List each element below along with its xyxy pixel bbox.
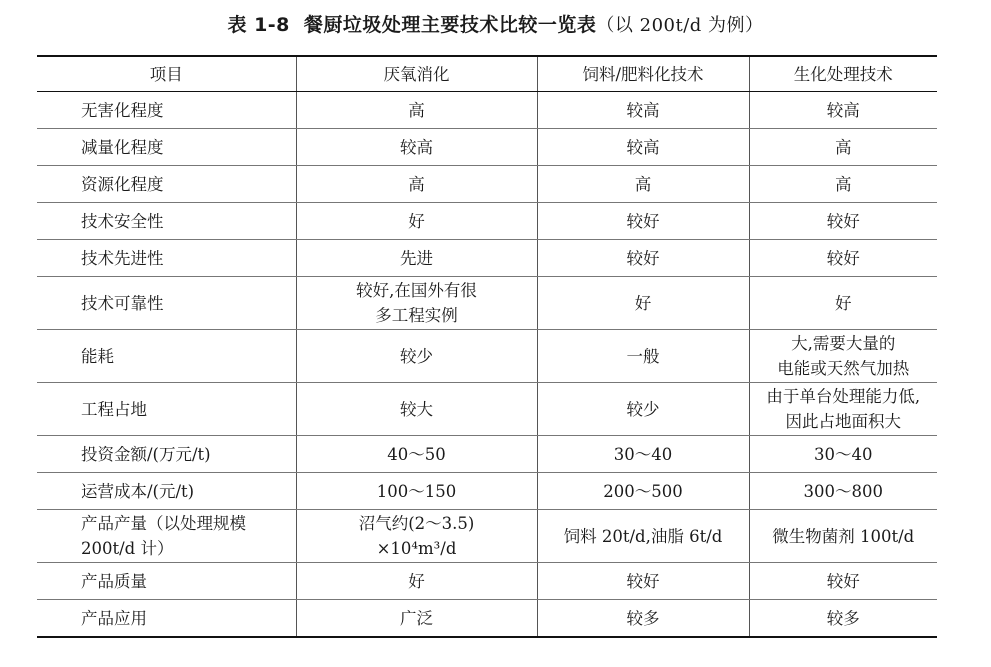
table-row [37, 277, 937, 330]
cell-text-line: 产品应用 [81, 608, 147, 628]
cell-biochemical [749, 240, 937, 277]
cell-feed-fertilizer [537, 203, 749, 240]
cell-anaerobic-digestion [296, 330, 537, 383]
cell-text-line: 较多 [826, 608, 860, 628]
cell-text-line: 投资金额/(万元/t) [81, 444, 211, 464]
cell-text-line: 高 [408, 100, 425, 120]
cell-biochemical [749, 383, 937, 436]
table-row [37, 92, 937, 129]
cell-anaerobic-digestion [296, 240, 537, 277]
cell-item [37, 240, 296, 277]
cell-item [37, 473, 296, 510]
cell-text-line: 高 [408, 174, 425, 194]
cell-feed-fertilizer [537, 473, 749, 510]
cell-text-line: 技术可靠性 [81, 293, 164, 313]
table-row [37, 436, 937, 473]
cell-text-line: 一般 [626, 346, 660, 366]
cell-anaerobic-digestion [296, 600, 537, 638]
cell-anaerobic-digestion [296, 92, 537, 129]
cell-text-line: 技术先进性 [81, 248, 164, 268]
cell-text-line: 好 [634, 293, 652, 313]
cell-text-line: 运营成本/(元/t) [81, 481, 195, 501]
table-row [37, 473, 937, 510]
cell-biochemical [749, 330, 937, 383]
header-anaerobic-digestion: 厌氧消化 [296, 56, 537, 92]
table-row [37, 563, 937, 600]
cell-item [37, 563, 296, 600]
cell-biochemical [749, 166, 937, 203]
cell-text-line: 由于单台处理能力低, [766, 387, 921, 406]
cell-text-line: 较高 [826, 100, 860, 120]
cell-feed-fertilizer [537, 510, 749, 563]
cell-item [37, 277, 296, 330]
cell-biochemical [749, 473, 937, 510]
cell-text-line: 较好 [626, 571, 660, 591]
cell-text-line: 较好 [826, 248, 860, 268]
cell-text-line: 较好 [826, 571, 860, 591]
cell-anaerobic-digestion [296, 277, 537, 330]
cell-item [37, 436, 296, 473]
cell-anaerobic-digestion [296, 436, 537, 473]
table-body [37, 92, 937, 638]
table-row [37, 330, 937, 383]
technology-comparison-table [37, 55, 937, 638]
cell-text-line: 产品产量（以处理规模 [81, 514, 246, 533]
cell-anaerobic-digestion [296, 129, 537, 166]
cell-feed-fertilizer [537, 563, 749, 600]
cell-text-line: 200t/d 计） [81, 539, 174, 558]
cell-text-line: 较少 [626, 399, 660, 419]
table-number: 表 1-8 [227, 14, 290, 36]
cell-text-line: 较高 [626, 100, 660, 120]
cell-biochemical [749, 563, 937, 600]
cell-text-line: 资源化程度 [81, 174, 164, 194]
header-feed-fertilizer: 饲料/肥料化技术 [537, 56, 749, 92]
cell-text-line: 先进 [400, 248, 433, 268]
cell-text-line: 好 [835, 293, 852, 313]
table-row [37, 383, 937, 436]
cell-text-line: 减量化程度 [81, 137, 164, 157]
cell-text-line: 因此占地面积大 [785, 412, 901, 431]
table-row [37, 600, 937, 638]
header-biochemical: 生化处理技术 [749, 56, 937, 92]
cell-feed-fertilizer [537, 240, 749, 277]
cell-text-line: 无害化程度 [81, 100, 164, 120]
cell-text-line: 饲料 20t/d,油脂 6t/d [563, 526, 723, 546]
cell-text-line: 较大 [400, 399, 433, 419]
table-title: 餐厨垃圾处理主要技术比较一览表 [303, 14, 597, 36]
table-row [37, 203, 937, 240]
cell-text-line: 好 [408, 211, 425, 231]
cell-text-line: 较好 [626, 248, 660, 268]
cell-feed-fertilizer [537, 383, 749, 436]
cell-feed-fertilizer [537, 277, 749, 330]
cell-biochemical [749, 510, 937, 563]
table-caption [0, 12, 991, 39]
cell-text-line: 较好 [826, 211, 860, 231]
cell-text-line: 较少 [400, 346, 433, 366]
cell-text-line: 100～150 [376, 481, 457, 501]
cell-anaerobic-digestion [296, 563, 537, 600]
cell-text-line: 较多 [626, 608, 660, 628]
cell-text-line: 多工程实例 [375, 306, 458, 325]
cell-item [37, 383, 296, 436]
cell-text-line: 技术安全性 [81, 211, 164, 231]
cell-feed-fertilizer [537, 436, 749, 473]
cell-feed-fertilizer [537, 330, 749, 383]
cell-biochemical [749, 600, 937, 638]
cell-text-line: 微生物菌剂 100t/d [772, 526, 915, 546]
cell-anaerobic-digestion [296, 473, 537, 510]
cell-item [37, 129, 296, 166]
cell-text-line: 较高 [626, 137, 660, 157]
cell-anaerobic-digestion [296, 166, 537, 203]
cell-anaerobic-digestion [296, 510, 537, 563]
cell-feed-fertilizer [537, 92, 749, 129]
cell-biochemical [749, 129, 937, 166]
cell-item [37, 600, 296, 638]
cell-text-line: 高 [634, 174, 652, 194]
cell-feed-fertilizer [537, 166, 749, 203]
table-row [37, 510, 937, 563]
cell-item [37, 203, 296, 240]
cell-text-line: 电能或天然气加热 [777, 359, 910, 378]
table-row [37, 129, 937, 166]
cell-text-line: 广泛 [400, 608, 433, 628]
cell-item [37, 166, 296, 203]
cell-text-line: 高 [835, 174, 852, 194]
cell-item [37, 330, 296, 383]
cell-biochemical [749, 436, 937, 473]
header-item: 项目 [37, 56, 296, 92]
cell-biochemical [749, 92, 937, 129]
table-row [37, 240, 937, 277]
cell-biochemical [749, 277, 937, 330]
cell-text-line: 300～800 [803, 481, 883, 501]
cell-anaerobic-digestion [296, 203, 537, 240]
cell-text-line: 大,需要大量的 [791, 334, 896, 353]
cell-anaerobic-digestion [296, 383, 537, 436]
table-header-row [37, 56, 937, 92]
cell-feed-fertilizer [537, 600, 749, 638]
cell-text-line: 30～40 [814, 444, 873, 464]
cell-text-line: 较好,在国外有很 [356, 281, 477, 300]
cell-text-line: 200～500 [603, 481, 683, 501]
cell-feed-fertilizer [537, 129, 749, 166]
cell-text-line: ×10⁴m³/d [376, 539, 457, 558]
cell-text-line: 较高 [400, 137, 433, 157]
cell-text-line: 较好 [626, 211, 660, 231]
cell-text-line: 沼气约(2～3.5) [358, 514, 475, 533]
cell-text-line: 产品质量 [81, 571, 147, 591]
cell-biochemical [749, 203, 937, 240]
cell-text-line: 40～50 [387, 444, 446, 464]
table-title-note: （以 200t/d 为例） [596, 15, 764, 36]
table-row [37, 166, 937, 203]
cell-text-line: 好 [408, 571, 425, 591]
cell-item [37, 510, 296, 563]
cell-text-line: 能耗 [81, 346, 114, 366]
cell-text-line: 30～40 [613, 444, 673, 464]
cell-text-line: 高 [835, 137, 852, 157]
cell-item [37, 92, 296, 129]
cell-text-line: 工程占地 [81, 399, 147, 419]
